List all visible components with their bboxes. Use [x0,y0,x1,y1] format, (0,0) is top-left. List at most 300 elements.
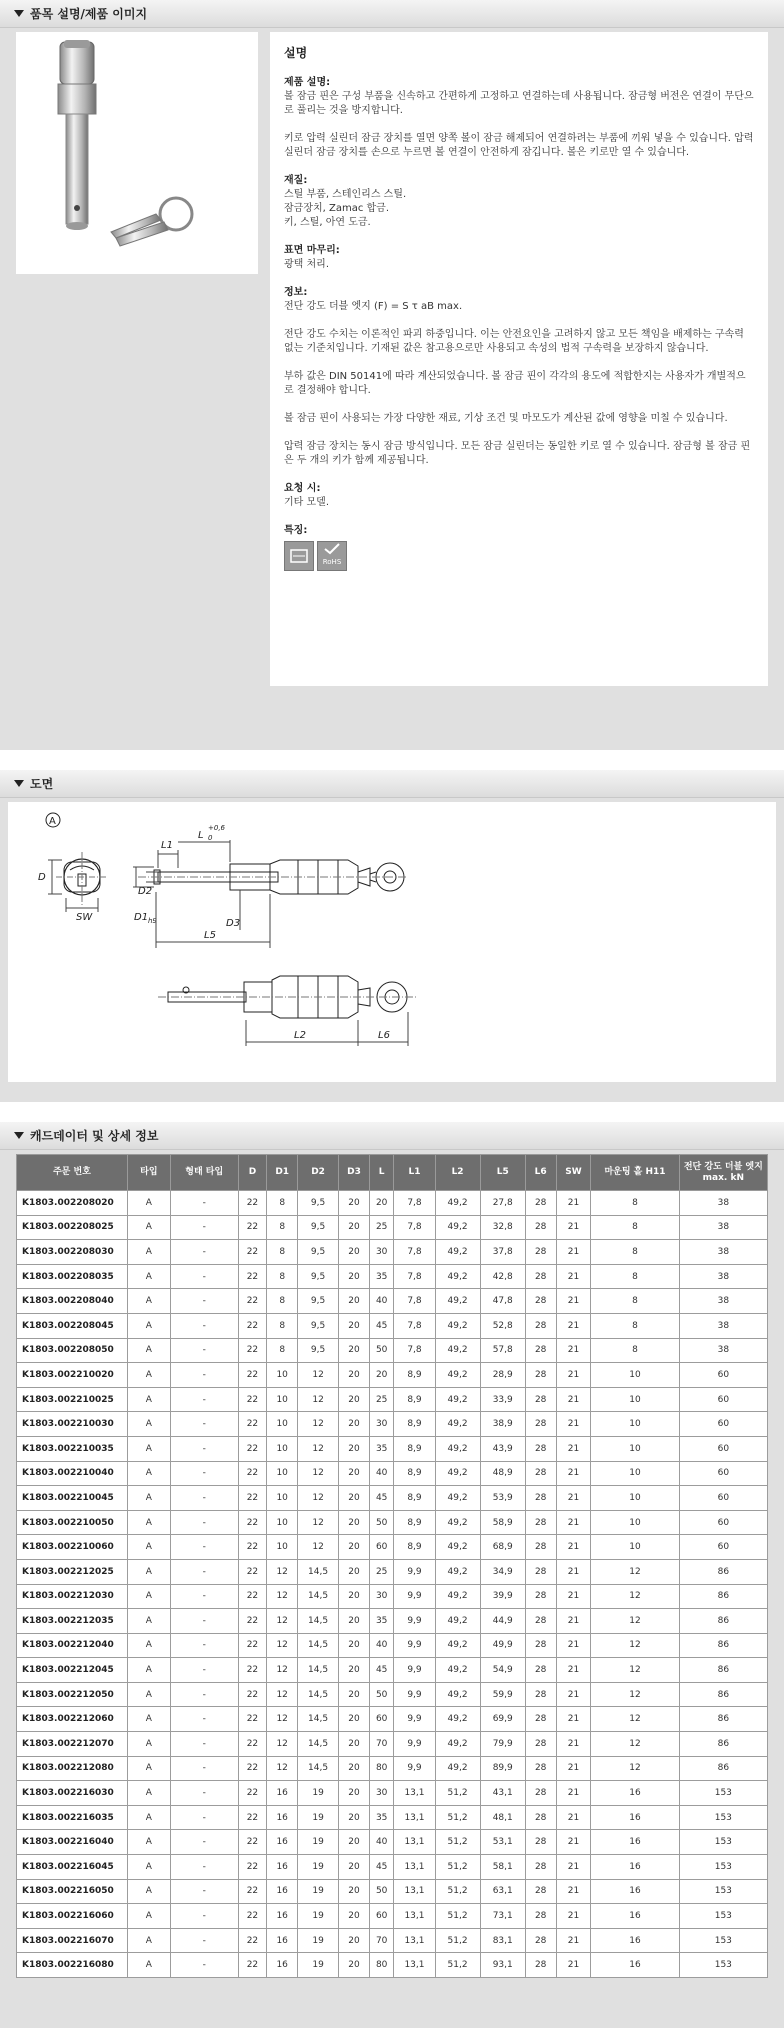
order-number-cell[interactable]: K1803.002212025 [17,1559,128,1584]
table-cell: 12 [591,1682,679,1707]
table-cell: A [127,1240,170,1265]
table-cell: 8,9 [394,1535,435,1560]
table-cell: 60 [679,1363,767,1388]
table-cell: 28 [525,1387,556,1412]
table-row[interactable] [17,1486,768,1511]
table-cell: 86 [679,1732,767,1757]
table-cell: 10 [267,1363,298,1388]
table-cell: 22 [238,1879,267,1904]
order-number-cell[interactable]: K1803.002212050 [17,1682,128,1707]
table-cell: 35 [369,1805,394,1830]
order-number-cell[interactable]: K1803.002208045 [17,1313,128,1338]
table-cell: 19 [298,1830,339,1855]
table-cell: 80 [369,1756,394,1781]
table-cell: - [170,1264,238,1289]
table-cell: - [170,1461,238,1486]
table-cell: 51,2 [435,1953,480,1978]
table-cell: 7,8 [394,1289,435,1314]
table-cell: 8 [267,1240,298,1265]
table-cell: 20 [339,1953,370,1978]
table-cell: 51,2 [435,1879,480,1904]
table-cell: 22 [238,1707,267,1732]
table-cell: 12 [267,1633,298,1658]
table-cell: 21 [556,1855,591,1880]
table-cell: 7,8 [394,1240,435,1265]
section-title: 도면 [30,777,54,791]
table-cell: 28 [525,1805,556,1830]
table-cell: 44,9 [480,1609,525,1634]
table-row[interactable] [17,1707,768,1732]
table-cell: 8 [591,1313,679,1338]
table-cell: 20 [339,1756,370,1781]
request-label: 요청 시: [284,483,321,494]
table-cell: A [127,1658,170,1683]
table-cell: A [127,1682,170,1707]
table-cell: 10 [591,1436,679,1461]
dim-d1-fit: h9 [148,917,157,925]
table-cell: 22 [238,1855,267,1880]
table-cell: 8 [267,1338,298,1363]
table-cell: 30 [369,1584,394,1609]
table-cell: A [127,1584,170,1609]
table-cell: 80 [369,1953,394,1978]
table-cell: 22 [238,1756,267,1781]
table-cell: 38 [679,1215,767,1240]
table-cell: 19 [298,1781,339,1806]
table-cell: - [170,1559,238,1584]
table-row[interactable] [17,1928,768,1953]
table-row[interactable] [17,1781,768,1806]
table-cell: 28,9 [480,1363,525,1388]
table-cell: 58,1 [480,1855,525,1880]
table-row[interactable] [17,1387,768,1412]
table-cell: 153 [679,1928,767,1953]
section-header-description[interactable] [0,0,784,28]
order-number-cell[interactable]: K1803.002210060 [17,1535,128,1560]
order-number-cell[interactable]: K1803.002212040 [17,1633,128,1658]
table-cell: 20 [339,1633,370,1658]
table-cell: 12 [298,1535,339,1560]
table-cell: 12 [267,1707,298,1732]
order-number-cell[interactable]: K1803.002210035 [17,1436,128,1461]
table-cell: 49,2 [435,1682,480,1707]
order-number-cell[interactable]: K1803.002208040 [17,1289,128,1314]
table-cell: 38 [679,1264,767,1289]
table-cell: 21 [556,1904,591,1929]
table-cell: 10 [267,1412,298,1437]
table-cell: - [170,1658,238,1683]
table-cell: 60 [369,1904,394,1929]
table-cell: 86 [679,1682,767,1707]
description-section [0,28,784,750]
table-row[interactable] [17,1436,768,1461]
table-cell: 20 [339,1436,370,1461]
table-cell: 20 [339,1879,370,1904]
table-cell: 22 [238,1486,267,1511]
order-number-cell[interactable]: K1803.002208020 [17,1191,128,1216]
section-gap [0,1102,784,1122]
table-cell: 20 [339,1264,370,1289]
order-number-cell[interactable]: K1803.002212070 [17,1732,128,1757]
order-number-cell[interactable]: K1803.002216035 [17,1805,128,1830]
table-cell: 8 [591,1264,679,1289]
table-cell: 16 [267,1953,298,1978]
table-cell: 49,2 [435,1535,480,1560]
table-cell: 21 [556,1264,591,1289]
table-row[interactable] [17,1879,768,1904]
order-number-cell[interactable]: K1803.002212045 [17,1658,128,1683]
table-row[interactable] [17,1215,768,1240]
material-label: 재질: [284,175,308,186]
table-cell: 12 [591,1732,679,1757]
table-cell: 28 [525,1363,556,1388]
specification-table [16,1154,768,1978]
table-cell: 20 [339,1486,370,1511]
table-cell: 20 [339,1191,370,1216]
table-cell: 49,2 [435,1289,480,1314]
order-number-cell[interactable]: K1803.002210020 [17,1363,128,1388]
table-cell: - [170,1584,238,1609]
table-cell: 9,9 [394,1559,435,1584]
table-cell: 54,9 [480,1658,525,1683]
table-cell: 16 [267,1879,298,1904]
order-number-cell[interactable]: K1803.002212060 [17,1707,128,1732]
table-cell: 12 [267,1732,298,1757]
table-cell: 49,2 [435,1387,480,1412]
table-cell: 22 [238,1781,267,1806]
table-cell: 9,5 [298,1313,339,1338]
table-cell: 22 [238,1387,267,1412]
table-cell: 20 [339,1412,370,1437]
table-row[interactable] [17,1756,768,1781]
table-row[interactable] [17,1609,768,1634]
table-cell: 28 [525,1781,556,1806]
table-cell: 10 [591,1510,679,1535]
table-cell: 22 [238,1559,267,1584]
table-cell: 10 [267,1486,298,1511]
table-row[interactable] [17,1313,768,1338]
table-cell: 8 [591,1240,679,1265]
order-number-cell[interactable]: K1803.002210050 [17,1510,128,1535]
table-cell: 53,1 [480,1830,525,1855]
table-cell: 22 [238,1682,267,1707]
table-cell: 28 [525,1928,556,1953]
table-cell: 21 [556,1953,591,1978]
table-row[interactable] [17,1461,768,1486]
table-cell: 49,2 [435,1633,480,1658]
table-cell: 12 [267,1584,298,1609]
table-cell: 22 [238,1215,267,1240]
table-row[interactable] [17,1953,768,1978]
table-cell: 9,5 [298,1338,339,1363]
table-row[interactable] [17,1732,768,1757]
order-number-cell[interactable]: K1803.002208025 [17,1215,128,1240]
column-header: D [238,1155,267,1191]
table-cell: 73,1 [480,1904,525,1929]
table-cell: - [170,1486,238,1511]
table-cell: 21 [556,1363,591,1388]
table-cell: 21 [556,1879,591,1904]
table-row[interactable] [17,1510,768,1535]
table-cell: 49,2 [435,1609,480,1634]
dim-d3: D3 [226,918,241,929]
table-cell: 33,9 [480,1387,525,1412]
table-cell: - [170,1781,238,1806]
order-number-cell[interactable]: K1803.002216080 [17,1953,128,1978]
table-cell: 20 [339,1732,370,1757]
table-cell: 70 [369,1928,394,1953]
drawing-svg [8,802,776,1082]
table-cell: 8,9 [394,1461,435,1486]
dim-l1: L1 [161,840,173,851]
table-cell: 10 [591,1461,679,1486]
table-cell: 49,2 [435,1584,480,1609]
table-cell: 22 [238,1953,267,1978]
table-cell: 20 [339,1535,370,1560]
table-cell: 57,8 [480,1338,525,1363]
table-cell: 50 [369,1682,394,1707]
table-row[interactable] [17,1363,768,1388]
table-cell: A [127,1756,170,1781]
table-cell: A [127,1363,170,1388]
table-row[interactable] [17,1904,768,1929]
table-cell: 22 [238,1830,267,1855]
table-cell: 16 [591,1879,679,1904]
table-cell: 60 [679,1510,767,1535]
table-cell: 8 [267,1313,298,1338]
table-cell: 28 [525,1609,556,1634]
table-cell: 10 [591,1387,679,1412]
order-number-cell[interactable]: K1803.002216045 [17,1855,128,1880]
table-cell: 16 [267,1830,298,1855]
table-cell: 8,9 [394,1510,435,1535]
table-cell: 20 [339,1855,370,1880]
table-cell: 28 [525,1904,556,1929]
table-cell: 20 [339,1707,370,1732]
table-cell: 19 [298,1928,339,1953]
table-cell: 8 [591,1338,679,1363]
table-cell: A [127,1486,170,1511]
table-cell: 28 [525,1707,556,1732]
product-image [16,32,258,274]
table-cell: 49,2 [435,1338,480,1363]
table-cell: 21 [556,1289,591,1314]
table-cell: - [170,1953,238,1978]
table-cell: - [170,1363,238,1388]
table-cell: 68,9 [480,1535,525,1560]
table-cell: 86 [679,1707,767,1732]
table-cell: 16 [267,1928,298,1953]
info-label: 정보: [284,287,308,298]
table-cell: 86 [679,1756,767,1781]
column-header: L1 [394,1155,435,1191]
order-number-cell[interactable]: K1803.002210045 [17,1486,128,1511]
order-number-cell[interactable]: K1803.002210025 [17,1387,128,1412]
table-cell: 52,8 [480,1313,525,1338]
table-cell: 60 [679,1461,767,1486]
table-cell: 8,9 [394,1436,435,1461]
dim-l5: L5 [204,930,216,941]
table-cell: 20 [339,1609,370,1634]
order-number-cell[interactable]: K1803.002210040 [17,1461,128,1486]
table-cell: 40 [369,1289,394,1314]
table-cell: 8,9 [394,1486,435,1511]
table-cell: 28 [525,1756,556,1781]
table-row[interactable] [17,1535,768,1560]
table-cell: 59,9 [480,1682,525,1707]
order-number-cell[interactable]: K1803.002208035 [17,1264,128,1289]
table-cell: 22 [238,1633,267,1658]
column-header: 주문 번호 [17,1155,128,1191]
table-cell: 12 [591,1707,679,1732]
table-cell: 22 [238,1264,267,1289]
table-cell: 22 [238,1732,267,1757]
order-number-cell[interactable]: K1803.002212080 [17,1756,128,1781]
table-cell: A [127,1609,170,1634]
table-cell: 20 [339,1584,370,1609]
table-row[interactable] [17,1830,768,1855]
table-cell: 12 [591,1559,679,1584]
feature-badges [284,541,754,571]
column-header: L5 [480,1155,525,1191]
table-row[interactable] [17,1633,768,1658]
table-cell: 38 [679,1191,767,1216]
table-cell: 28 [525,1879,556,1904]
table-cell: 22 [238,1609,267,1634]
table-cell: - [170,1436,238,1461]
table-cell: 45 [369,1855,394,1880]
table-cell: 49,2 [435,1486,480,1511]
table-cell: A [127,1707,170,1732]
table-row[interactable] [17,1412,768,1437]
table-cell: 20 [339,1289,370,1314]
table-cell: 21 [556,1756,591,1781]
column-header: D1 [267,1155,298,1191]
table-cell: 86 [679,1658,767,1683]
table-cell: A [127,1461,170,1486]
order-number-cell[interactable]: K1803.002216070 [17,1928,128,1953]
order-number-cell[interactable]: K1803.002212030 [17,1584,128,1609]
order-number-cell[interactable]: K1803.002212035 [17,1609,128,1634]
table-row[interactable] [17,1559,768,1584]
table-cell: 21 [556,1486,591,1511]
table-cell: 21 [556,1215,591,1240]
table-cell: 37,8 [480,1240,525,1265]
section-gap [0,750,784,770]
table-cell: 12 [298,1510,339,1535]
table-row[interactable] [17,1338,768,1363]
section-header-drawing[interactable] [0,770,784,798]
table-cell: 51,2 [435,1928,480,1953]
table-cell: 25 [369,1559,394,1584]
column-header: D3 [339,1155,370,1191]
column-header: 타입 [127,1155,170,1191]
table-cell: 49,2 [435,1215,480,1240]
table-cell: 9,5 [298,1240,339,1265]
dim-tol-zero: 0 [208,834,213,842]
order-number-cell[interactable]: K1803.002208050 [17,1338,128,1363]
table-cell: 153 [679,1781,767,1806]
product-text: 볼 잠금 핀은 구성 부품을 신속하고 간편하게 고정하고 연결하는데 사용됩니다. 잠금형 버전은 연결이 무단으로 풀리는 것을 방지합니다. [284,91,754,116]
table-cell: 7,8 [394,1338,435,1363]
table-cell: 20 [339,1928,370,1953]
table-row[interactable] [17,1191,768,1216]
table-cell: - [170,1805,238,1830]
table-row[interactable] [17,1584,768,1609]
table-cell: 28 [525,1412,556,1437]
table-cell: 51,2 [435,1855,480,1880]
table-cell: 22 [238,1904,267,1929]
table-cell: 10 [591,1412,679,1437]
table-row[interactable] [17,1658,768,1683]
table-row[interactable] [17,1855,768,1880]
table-cell: 86 [679,1633,767,1658]
table-row[interactable] [17,1264,768,1289]
table-cell: 28 [525,1486,556,1511]
table-cell: 30 [369,1412,394,1437]
order-number-cell[interactable]: K1803.002216030 [17,1781,128,1806]
table-cell: 22 [238,1584,267,1609]
table-cell: 20 [339,1904,370,1929]
table-cell: - [170,1240,238,1265]
table-cell: 69,9 [480,1707,525,1732]
table-cell: 20 [369,1191,394,1216]
order-number-cell[interactable]: K1803.002216060 [17,1904,128,1929]
table-cell: 27,8 [480,1191,525,1216]
table-cell: - [170,1830,238,1855]
table-cell: A [127,1387,170,1412]
table-cell: 9,5 [298,1215,339,1240]
table-cell: 48,9 [480,1461,525,1486]
table-cell: 20 [339,1215,370,1240]
table-cell: 7,8 [394,1313,435,1338]
dim-l6: L6 [378,1030,390,1041]
table-cell: 21 [556,1387,591,1412]
table-cell: 48,1 [480,1805,525,1830]
table-cell: 49,2 [435,1732,480,1757]
table-cell: 13,1 [394,1855,435,1880]
table-cell: 60 [369,1707,394,1732]
table-cell: A [127,1559,170,1584]
column-header: SW [556,1155,591,1191]
table-cell: - [170,1535,238,1560]
table-cell: 10 [267,1535,298,1560]
table-cell: 83,1 [480,1928,525,1953]
table-cell: 21 [556,1191,591,1216]
column-header: L6 [525,1155,556,1191]
table-cell: 51,2 [435,1830,480,1855]
table-cell: A [127,1879,170,1904]
table-row[interactable] [17,1805,768,1830]
table-cell: 12 [591,1633,679,1658]
table-cell: - [170,1412,238,1437]
load-text: 부하 값은 DIN 50141에 따라 계산되었습니다. 볼 잠금 핀이 각각의 용도에 적합한지는 사용자가 개별적으로 결정해야 합니다. [284,371,746,396]
section-header-cad-data[interactable] [0,1122,784,1150]
order-number-cell[interactable]: K1803.002210030 [17,1412,128,1437]
table-row[interactable] [17,1240,768,1265]
table-cell: 14,5 [298,1707,339,1732]
table-cell: 49,2 [435,1264,480,1289]
table-cell: 28 [525,1313,556,1338]
order-number-cell[interactable]: K1803.002208030 [17,1240,128,1265]
table-cell: 16 [591,1928,679,1953]
table-row[interactable] [17,1682,768,1707]
order-number-cell[interactable]: K1803.002216050 [17,1879,128,1904]
table-cell: 10 [267,1387,298,1412]
drawing-section [0,798,784,1102]
order-number-cell[interactable]: K1803.002216040 [17,1830,128,1855]
table-row[interactable] [17,1289,768,1314]
